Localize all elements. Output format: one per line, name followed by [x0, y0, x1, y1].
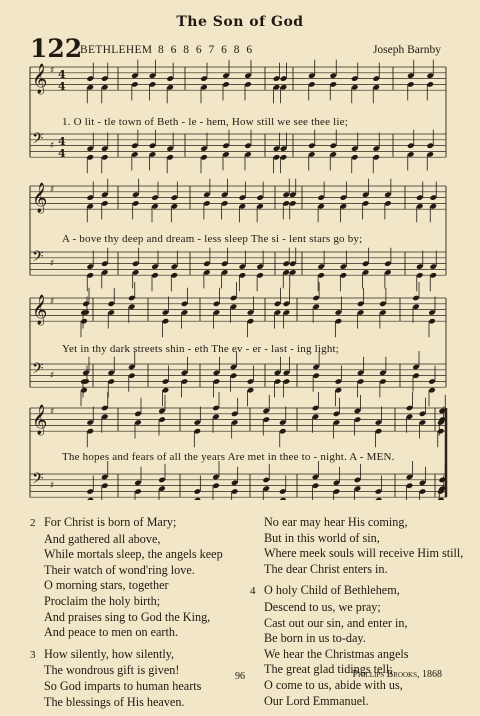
treble-clef-icon: 𝄞	[32, 64, 48, 94]
verse-line: So God imparts to human hearts	[44, 678, 202, 693]
verse-line: And praises sing to God the King,	[44, 609, 211, 624]
lyric-line-4: The hopes and fears of all the years Are met in thee to - night. A - MEN.	[62, 451, 395, 463]
verse	[250, 583, 460, 709]
lyric-line-3: Yet in thy dark streets shin - eth The ev - er - last - ing light;	[62, 343, 340, 355]
time-signature: 4	[58, 80, 66, 93]
verse-line: 4 O holy Child of Bethlehem,	[250, 583, 460, 600]
verse-line: 3 How silently, how silently,	[30, 647, 245, 664]
verse-line: O come to us, abide with us,	[264, 677, 403, 692]
verse-line: Our Lord Emmanuel.	[264, 693, 369, 708]
verse-number: 2	[30, 517, 36, 529]
treble-clef-icon: 𝄞	[32, 183, 48, 213]
time-signature: 4	[58, 135, 66, 148]
verse-line: O morning stars, together	[44, 578, 169, 593]
bass-clef-icon: 𝄢	[32, 130, 44, 151]
tune-name: BETHLEHEM	[80, 44, 153, 56]
verse-line: Cast out our sin, and enter in,	[264, 615, 408, 630]
lyric-line-2: A - bove thy deep and dream - less sleep The si - lent stars go by;	[62, 233, 363, 245]
verse-line: We hear the Christmas angels	[264, 646, 409, 661]
verses-left-column	[30, 515, 245, 716]
verse-line: The dear Christ enters in.	[264, 561, 388, 576]
verse-line: Their watch of wond'ring love.	[44, 562, 195, 577]
sharp-icon: ♯	[50, 66, 55, 76]
bass-clef-icon: 𝄢	[32, 248, 44, 269]
page-title: The Son of God	[176, 14, 304, 30]
verse-line: While mortals sleep, the angels keep	[44, 547, 223, 562]
hymn-number: 122	[30, 34, 83, 63]
verse-line: Descend to us, we pray;	[264, 599, 381, 614]
time-signature: 4	[58, 147, 66, 160]
sharp-icon: ♯	[50, 141, 55, 151]
verse	[250, 515, 464, 577]
verse-line: Be born in us to-day.	[264, 631, 366, 646]
verse-line: The blessings of His heaven.	[44, 694, 185, 709]
verse-number: 4	[250, 585, 256, 598]
lyric-line-1: 1. O lit - tle town of Beth - le - hem, How still we see thee lie;	[62, 116, 348, 128]
treble-clef-icon: 𝄞	[32, 295, 48, 325]
verse-line: And gathered all above,	[44, 531, 161, 546]
sharp-icon: ♯	[50, 259, 55, 269]
verse-line: The wondrous gift is given!	[44, 663, 180, 678]
page-number: 96	[235, 671, 245, 682]
sharp-icon: ♯	[50, 371, 55, 381]
treble-clef-icon: 𝄞	[32, 405, 48, 435]
sharp-icon: ♯	[50, 481, 55, 491]
verse	[30, 515, 245, 641]
composer-name: Joseph Barnby	[372, 44, 441, 56]
sharp-icon: ♯	[50, 407, 55, 417]
verse-line: Where meek souls will receive Him still,	[264, 546, 464, 561]
author-credit: Phillips Brooks, 1868	[352, 669, 442, 680]
verse-line: But in this world of sin,	[264, 530, 380, 545]
bass-clef-icon: 𝄢	[32, 360, 44, 381]
time-signature: 4	[58, 68, 66, 81]
meter: 8 6 8 6 7 6 8 6	[158, 44, 255, 56]
sharp-icon: ♯	[50, 185, 55, 195]
sharp-icon: ♯	[50, 297, 55, 307]
bass-clef-icon: 𝄢	[32, 470, 44, 491]
verses-right-column	[250, 515, 464, 715]
verse-line: The great glad tidings tell;	[264, 662, 393, 677]
verse-line: No ear may hear His coming,	[264, 515, 408, 529]
verse-line: Proclaim the holy birth;	[44, 593, 161, 608]
verse-number: 3	[30, 648, 36, 661]
verse-line: 2 For Christ is born of Mary;	[30, 515, 245, 532]
verse-line: And peace to men on earth.	[44, 625, 179, 640]
